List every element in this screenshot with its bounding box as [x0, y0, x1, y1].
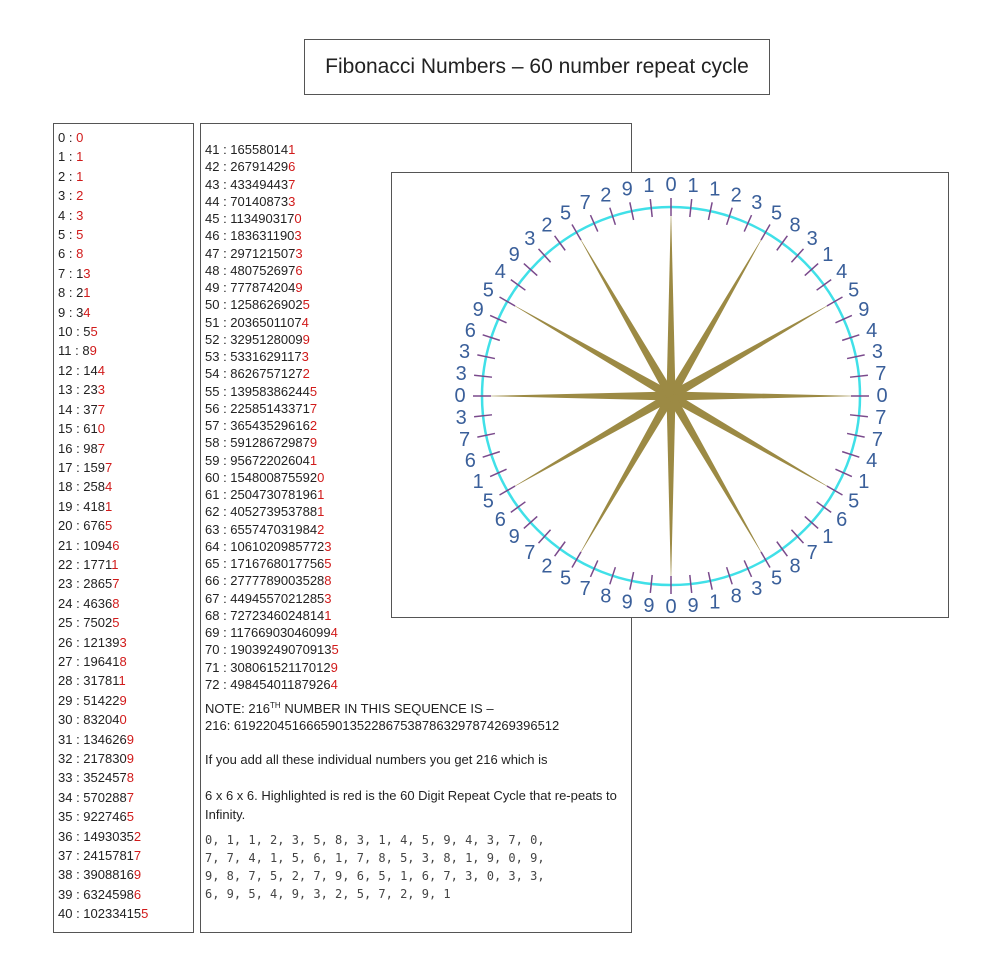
fibonacci-last-digit: 8: [324, 573, 332, 589]
fibonacci-index-and-prefix: 29 : 51422: [58, 692, 120, 708]
wheel-digit: 8: [730, 585, 742, 608]
fibonacci-index-and-prefix: 44 : 70140873: [205, 193, 289, 209]
fibonacci-last-digit: 4: [105, 479, 113, 495]
wheel-digit: 1: [643, 175, 655, 198]
wheel-spoke: [667, 396, 676, 585]
fibonacci-last-digit: 0: [119, 712, 127, 728]
wheel-digit: 9: [621, 591, 633, 614]
wheel-digit: 3: [524, 228, 536, 251]
fibonacci-index-and-prefix: 66 : 2777789003528: [205, 573, 325, 589]
fibonacci-last-digit: 3: [97, 382, 105, 398]
fibonacci-index-and-prefix: 41 : 16558014: [205, 142, 289, 157]
wheel-digit: 7: [459, 428, 471, 451]
fibonacci-row: [58, 283, 193, 302]
fibonacci-index-and-prefix: 11 : 8: [58, 343, 90, 359]
fibonacci-index-and-prefix: 1 :: [58, 149, 77, 165]
fibonacci-index-and-prefix: 33 : 352457: [58, 770, 127, 786]
fibonacci-index-and-prefix: 72 : 49845401187926: [205, 676, 331, 692]
fibonacci-index-and-prefix: 40 : 10233415: [58, 906, 142, 922]
wheel-tick: [500, 486, 516, 495]
wheel-digit: 7: [875, 407, 887, 430]
fibonacci-last-digit: 5: [105, 518, 113, 534]
note-heading: [205, 701, 625, 716]
wheel-digit: 7: [524, 541, 536, 564]
fibonacci-index-and-prefix: 71 : 30806152117012: [205, 659, 331, 675]
fibonacci-index-and-prefix: 17 : 159: [58, 459, 105, 475]
wheel-digit: 9: [621, 178, 633, 201]
fibonacci-index-and-prefix: 54 : 8626757127: [205, 366, 303, 382]
fibonacci-row: [58, 264, 193, 283]
fibonacci-last-digit: 6: [112, 537, 120, 553]
fibonacci-index-and-prefix: 36 : 1493035: [58, 828, 134, 844]
fibonacci-row: [58, 536, 193, 555]
wheel-tick: [500, 297, 516, 306]
fibonacci-row: [205, 676, 631, 693]
fibonacci-last-digit: 4: [330, 676, 338, 692]
fibonacci-last-digit: 7: [105, 459, 113, 475]
fibonacci-index-and-prefix: 12 : 14: [58, 362, 98, 378]
wheel-digit: 8: [789, 214, 801, 237]
fibonacci-row: [58, 516, 193, 535]
note-216th-number: 216: 619220451666590135228675387863297874269396512: [205, 718, 560, 733]
fibonacci-index-and-prefix: 61 : 250473078196: [205, 487, 318, 502]
wheel-digit: 3: [751, 577, 763, 600]
fibonacci-index-and-prefix: 16 : 98: [58, 440, 98, 456]
repeat-cycle-wheel: [392, 173, 948, 617]
fibonacci-row: [58, 419, 193, 438]
fibonacci-index-and-prefix: 10 : 5: [58, 324, 91, 340]
fibonacci-last-digit: 5: [141, 906, 149, 922]
fibonacci-index-and-prefix: 22 : 1771: [58, 556, 112, 572]
wheel-digit: 7: [806, 541, 818, 564]
fibonacci-row: [58, 633, 193, 652]
fibonacci-index-and-prefix: 8 : 2: [58, 285, 84, 301]
fibonacci-row: [58, 128, 193, 147]
wheel-digit: 4: [866, 319, 878, 342]
page-title: Fibonacci Numbers – 60 number repeat cycle: [325, 55, 749, 78]
fibonacci-index-and-prefix: 5 :: [58, 227, 77, 243]
fibonacci-row: [58, 652, 193, 671]
fibonacci-index-and-prefix: 7 : 1: [58, 265, 84, 281]
fibonacci-last-digit: 3: [301, 349, 309, 364]
note-paragraph-1: If you add all these individual numbers you get 216 which is: [205, 752, 548, 767]
fibonacci-last-digit: 9: [126, 751, 134, 766]
fibonacci-index-and-prefix: 63 : 655747031984: [205, 521, 318, 537]
fibonacci-index-and-prefix: 52 : 3295128009: [205, 331, 303, 347]
fibonacci-last-digit: 0: [317, 469, 325, 485]
wheel-digit: 4: [866, 450, 878, 473]
fibonacci-index-and-prefix: 53 : 5331629117: [205, 349, 302, 364]
repeat-cycle-wheel-panel: [391, 172, 949, 618]
fibonacci-index-and-prefix: 28 : 31781: [58, 673, 119, 689]
fibonacci-index-and-prefix: 60 : 154800875592: [205, 469, 318, 485]
fibonacci-last-digit: 5: [112, 615, 120, 631]
fibonacci-last-digit: 3: [83, 265, 91, 281]
fibonacci-index-and-prefix: 55 : 13958386244: [205, 383, 310, 399]
fibonacci-index-and-prefix: 2 :: [58, 168, 77, 184]
fibonacci-row: [58, 827, 193, 846]
fibonacci-last-digit: 9: [89, 343, 97, 359]
wheel-digit: 1: [687, 175, 699, 198]
fibonacci-last-digit: 8: [112, 595, 120, 611]
fibonacci-row: [58, 458, 193, 477]
fibonacci-index-and-prefix: 43 : 43349443: [205, 176, 289, 192]
left-number-list-panel: [53, 123, 194, 933]
fibonacci-index-and-prefix: 27 : 19641: [58, 653, 120, 669]
fibonacci-index-and-prefix: 50 : 1258626902: [205, 297, 303, 313]
wheel-tick: [555, 542, 566, 557]
fibonacci-index-and-prefix: 23 : 2865: [58, 576, 113, 592]
wheel-digit: 0: [454, 385, 466, 407]
fibonacci-index-and-prefix: 64 : 1061020985772: [205, 538, 325, 554]
wheel-tick: [761, 552, 770, 568]
fibonacci-row: [58, 691, 193, 710]
fibonacci-index-and-prefix: 39 : 6324598: [58, 886, 134, 902]
fibonacci-last-digit: 9: [295, 280, 303, 295]
fibonacci-row: [58, 439, 193, 458]
fibonacci-row: [58, 788, 193, 807]
fibonacci-last-digit: 8: [76, 246, 84, 262]
fibonacci-index-and-prefix: 6 :: [58, 246, 77, 262]
fibonacci-index-and-prefix: 45 : 113490317: [205, 211, 295, 226]
fibonacci-last-digit: 3: [324, 538, 332, 554]
wheel-tick: [511, 280, 526, 291]
wheel-tick: [690, 199, 692, 217]
wheel-digit: 5: [848, 279, 860, 302]
fibonacci-index-and-prefix: 9 : 3: [58, 304, 84, 320]
wheel-digit: 2: [600, 184, 612, 207]
wheel-digit: 4: [836, 260, 848, 283]
fibonacci-last-digit: 2: [309, 418, 318, 433]
fibonacci-row: [58, 807, 193, 826]
fibonacci-last-digit: 1: [317, 487, 325, 502]
wheel-tick: [777, 542, 788, 557]
wheel-digit: 0: [665, 596, 677, 617]
fibonacci-last-digit: 1: [324, 607, 332, 623]
wheel-digit: 1: [822, 243, 834, 266]
fibonacci-row: [58, 574, 193, 593]
fibonacci-last-digit: 5: [126, 809, 134, 825]
fibonacci-index-and-prefix: 14 : 37: [58, 401, 98, 417]
wheel-tick: [474, 375, 492, 377]
wheel-digit: 1: [858, 470, 870, 493]
wheel-digit: 5: [482, 490, 494, 513]
fibonacci-row: [58, 361, 193, 380]
fibonacci-last-digit: 1: [111, 556, 119, 572]
fibonacci-last-digit: 0: [97, 421, 105, 437]
wheel-digit: 3: [871, 341, 883, 364]
fibonacci-row: [58, 865, 193, 884]
fibonacci-index-and-prefix: 20 : 676: [58, 518, 105, 534]
wheel-tick: [511, 502, 526, 513]
fibonacci-last-digit: 1: [288, 142, 296, 157]
fibonacci-index-and-prefix: 25 : 7502: [58, 615, 113, 631]
fibonacci-last-digit: 1: [76, 149, 84, 165]
fibonacci-row: [58, 671, 193, 690]
fibonacci-index-and-prefix: 42 : 26791429: [205, 159, 289, 175]
fibonacci-row: [58, 768, 193, 787]
fibonacci-index-and-prefix: 57 : 36543529616: [205, 418, 310, 433]
fibonacci-row: [58, 594, 193, 613]
fibonacci-index-and-prefix: 51 : 2036501107: [205, 314, 302, 330]
fibonacci-row: [58, 710, 193, 729]
fibonacci-last-digit: 7: [288, 176, 296, 192]
fibonacci-row: [58, 400, 193, 419]
fibonacci-last-digit: 0: [294, 211, 302, 226]
wheel-digit: 3: [459, 341, 471, 364]
wheel-digit: 5: [770, 567, 783, 590]
wheel-tick: [777, 236, 788, 251]
title-box: [304, 39, 770, 95]
wheel-digit: 4: [494, 260, 506, 283]
fibonacci-row: [58, 477, 193, 496]
fibonacci-last-digit: 3: [76, 207, 84, 223]
fibonacci-last-digit: 7: [97, 440, 105, 456]
fibonacci-index-and-prefix: 70 : 19039249070913: [205, 642, 332, 658]
wheel-digit: 5: [482, 279, 494, 302]
wheel-digit: 2: [730, 184, 742, 207]
wheel-digit: 9: [508, 526, 520, 549]
fibonacci-last-digit: 9: [119, 692, 127, 708]
wheel-tick: [817, 502, 832, 513]
fibonacci-last-digit: 1: [76, 168, 84, 184]
fibonacci-index-and-prefix: 46 : 183631190: [205, 228, 295, 244]
fibonacci-row: [58, 303, 193, 322]
fibonacci-index-and-prefix: 0 :: [58, 130, 77, 145]
wheel-digit: 3: [751, 192, 763, 215]
fibonacci-last-digit: 8: [119, 653, 127, 669]
fibonacci-last-digit: 5: [331, 642, 339, 658]
fibonacci-index-and-prefix: 38 : 3908816: [58, 867, 134, 883]
fibonacci-row: [58, 186, 193, 205]
fibonacci-last-digit: 1: [118, 673, 126, 689]
fibonacci-index-and-prefix: 13 : 23: [58, 382, 98, 398]
wheel-digit: 9: [508, 243, 520, 266]
wheel-digit: 6: [836, 509, 848, 532]
fibonacci-last-digit: 5: [324, 556, 332, 571]
fibonacci-last-digit: 4: [97, 362, 105, 378]
fibonacci-index-and-prefix: 31 : 134626: [58, 731, 127, 747]
fibonacci-index-and-prefix: 21 : 1094: [58, 537, 113, 553]
fibonacci-row: [205, 141, 631, 158]
wheel-digit: 9: [858, 299, 870, 322]
fibonacci-last-digit: 6: [288, 159, 296, 175]
wheel-digit: 7: [871, 428, 883, 451]
fibonacci-index-and-prefix: 24 : 4636: [58, 595, 113, 611]
wheel-digit: 7: [579, 192, 591, 215]
fibonacci-row: [58, 147, 193, 166]
fibonacci-index-and-prefix: 69 : 11766903046099: [205, 625, 331, 640]
wheel-digit: 9: [472, 299, 484, 322]
fibonacci-last-digit: 1: [317, 504, 325, 520]
wheel-spoke: [671, 392, 860, 401]
wheel-digit: 1: [709, 591, 721, 614]
wheel-digit: 9: [643, 594, 655, 617]
wheel-tick: [572, 552, 581, 568]
fibonacci-index-and-prefix: 19 : 418: [58, 498, 105, 514]
fibonacci-last-digit: 5: [302, 297, 310, 313]
fibonacci-last-digit: 0: [76, 130, 84, 145]
fibonacci-last-digit: 5: [76, 227, 84, 243]
repeat-cycle-digits: 0, 1, 1, 2, 3, 5, 8, 3, 1, 4, 5, 9, 4, 3, 7, 0, 7, 7, 4, 1, 5, 6, 1, 7, 8, 5, 3, 8, 1, 9, 0, 9, 9, 8, 7, 5, 2, 7, 9, 6, 5, 1, 6, 7, 3, 0, 3, 3, 6, 9, 5, 4, 9, 3, 2, 5, 7, 2, 9, 1: [205, 833, 545, 901]
wheel-digit: 7: [875, 362, 887, 385]
fibonacci-last-digit: 9: [126, 731, 134, 747]
wheel-digit: 2: [541, 214, 553, 237]
wheel-tick: [827, 297, 843, 306]
wheel-tick: [761, 225, 770, 241]
fibonacci-row: [58, 225, 193, 244]
fibonacci-last-digit: 3: [119, 634, 127, 650]
wheel-tick: [850, 375, 868, 377]
fibonacci-last-digit: 1: [309, 452, 318, 468]
wheel-spokes: [482, 207, 860, 585]
fibonacci-row: [58, 206, 193, 225]
note-prefix: NOTE: 216: [205, 701, 271, 716]
fibonacci-last-digit: 2: [317, 521, 325, 537]
fibonacci-last-digit: 3: [295, 245, 303, 261]
fibonacci-last-digit: 9: [330, 659, 338, 675]
wheel-digit: 3: [455, 362, 467, 385]
note-superscript: TH: [270, 701, 281, 710]
wheel-digit: 6: [494, 509, 506, 532]
fibonacci-last-digit: 1: [83, 285, 91, 301]
fibonacci-row: [58, 322, 193, 341]
fibonacci-last-digit: 4: [83, 304, 91, 320]
wheel-digit: 1: [709, 178, 721, 201]
fibonacci-last-digit: 7: [112, 576, 120, 592]
fibonacci-index-and-prefix: 4 :: [58, 207, 77, 223]
wheel-tick: [817, 280, 832, 291]
fibonacci-index-and-prefix: 30 : 83204: [58, 712, 120, 728]
fibonacci-index-and-prefix: 67 : 4494557021285: [205, 590, 325, 606]
wheel-digit: 5: [770, 202, 783, 225]
wheel-digit: 0: [876, 385, 888, 407]
fibonacci-row: [205, 641, 631, 658]
fibonacci-last-digit: 6: [133, 886, 142, 902]
fibonacci-index-and-prefix: 18 : 258: [58, 479, 105, 495]
wheel-spoke: [667, 207, 676, 396]
wheel-tick: [572, 225, 581, 241]
fibonacci-last-digit: 7: [97, 401, 105, 417]
wheel-digit: 3: [455, 407, 467, 430]
fibonacci-last-digit: 3: [324, 590, 332, 606]
fibonacci-last-digit: 6: [295, 262, 303, 278]
wheel-digit: 2: [541, 555, 553, 578]
fibonacci-row: [205, 624, 631, 641]
fibonacci-row: [58, 613, 193, 632]
fibonacci-last-digit: 1: [105, 498, 113, 514]
fibonacci-row: [58, 167, 193, 186]
fibonacci-last-digit: 3: [288, 193, 296, 209]
fibonacci-index-and-prefix: 58 : 59128672987: [205, 435, 310, 451]
fibonacci-last-digit: 8: [126, 770, 134, 786]
fibonacci-last-digit: 2: [133, 828, 142, 844]
fibonacci-row: [58, 904, 193, 923]
fibonacci-index-and-prefix: 47 : 297121507: [205, 245, 296, 261]
fibonacci-index-and-prefix: 3 :: [58, 188, 77, 204]
fibonacci-index-and-prefix: 59 : 95672202604: [205, 452, 310, 468]
fibonacci-index-and-prefix: 56 : 22585143371: [205, 400, 310, 416]
wheel-tick: [850, 415, 868, 417]
fibonacci-last-digit: 7: [309, 400, 318, 416]
fibonacci-index-and-prefix: 68 : 7272346024814: [205, 607, 325, 623]
fibonacci-index-and-prefix: 62 : 405273953788: [205, 504, 318, 520]
fibonacci-row: [58, 749, 193, 768]
fibonacci-last-digit: 9: [133, 867, 142, 883]
wheel-digit: 9: [687, 594, 699, 617]
fibonacci-row: [58, 341, 193, 360]
left-number-list: [54, 124, 193, 924]
wheel-digit: 3: [806, 228, 818, 251]
fibonacci-row: [58, 846, 193, 865]
fibonacci-index-and-prefix: 26 : 12139: [58, 634, 120, 650]
fibonacci-index-and-prefix: 15 : 61: [58, 421, 98, 437]
fibonacci-index-and-prefix: 32 : 217830: [58, 751, 127, 766]
fibonacci-row: [58, 244, 193, 263]
wheel-digit: 6: [464, 319, 476, 342]
fibonacci-row: [205, 659, 631, 676]
fibonacci-last-digit: 2: [76, 188, 84, 204]
fibonacci-index-and-prefix: 37 : 2415781: [58, 848, 134, 864]
fibonacci-index-and-prefix: 35 : 922746: [58, 809, 127, 825]
fibonacci-row: [58, 380, 193, 399]
wheel-tick: [690, 575, 692, 593]
fibonacci-last-digit: 5: [90, 324, 98, 340]
fibonacci-row: [58, 555, 193, 574]
fibonacci-index-and-prefix: 49 : 777874204: [205, 280, 296, 295]
fibonacci-row: [58, 497, 193, 516]
wheel-digit: 8: [789, 555, 801, 578]
wheel-digit: 5: [848, 490, 860, 513]
fibonacci-last-digit: 4: [301, 314, 309, 330]
wheel-digit: 1: [472, 470, 484, 493]
wheel-digit: 1: [822, 526, 834, 549]
fibonacci-index-and-prefix: 34 : 570288: [58, 789, 127, 805]
fibonacci-row: [58, 730, 193, 749]
wheel-tick: [555, 236, 566, 251]
wheel-tick: [474, 415, 492, 417]
note-paragraph-2: 6 x 6 x 6. Highlighted is red is the 60 Digit Repeat Cycle that re-peats to Infinity.: [205, 788, 617, 822]
fibonacci-last-digit: 5: [309, 383, 318, 399]
wheel-spoke: [482, 392, 671, 401]
fibonacci-index-and-prefix: 48 : 480752697: [205, 262, 296, 278]
wheel-digit: 5: [559, 567, 572, 590]
wheel-tick: [827, 486, 843, 495]
wheel-tick: [650, 575, 652, 593]
fibonacci-last-digit: 7: [126, 789, 134, 805]
fibonacci-last-digit: 9: [302, 331, 310, 347]
fibonacci-last-digit: 4: [330, 625, 338, 640]
wheel-digit: 7: [579, 577, 591, 600]
fibonacci-row: [58, 885, 193, 904]
fibonacci-last-digit: 9: [309, 435, 318, 451]
fibonacci-index-and-prefix: 65 : 1716768017756: [205, 556, 325, 571]
fibonacci-last-digit: 3: [294, 228, 302, 244]
wheel-digit: 5: [559, 202, 572, 225]
wheel-digit: 0: [665, 174, 677, 196]
fibonacci-last-digit: 2: [302, 366, 310, 382]
wheel-digit: 6: [464, 450, 476, 473]
wheel-tick: [650, 199, 652, 217]
fibonacci-last-digit: 7: [133, 848, 142, 864]
note-suffix: NUMBER IN THIS SEQUENCE IS –: [280, 701, 494, 716]
wheel-digit: 8: [600, 585, 612, 608]
